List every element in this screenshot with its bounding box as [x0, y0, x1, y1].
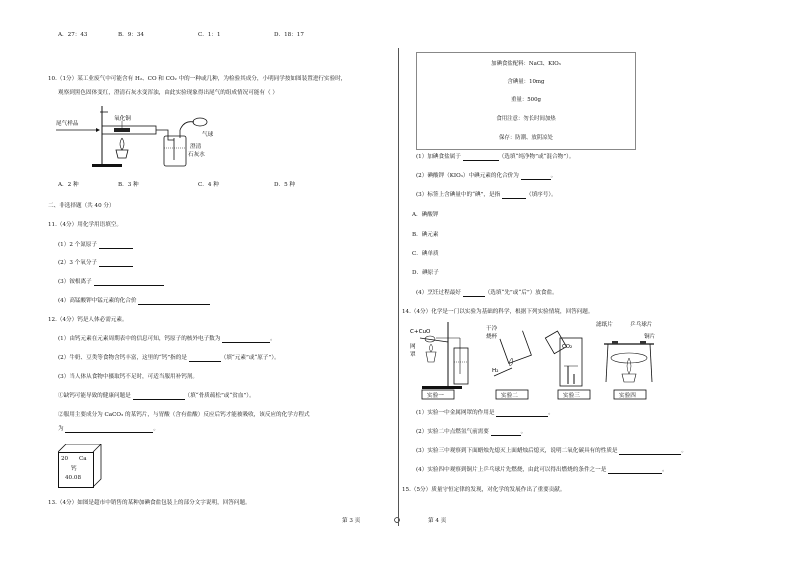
q13-option-b: B．碘元素 [412, 232, 439, 238]
q15-text: 15.（5分）质量守恒定律的发现，对化学的发展作出了重要贡献。 [402, 487, 566, 493]
q14-text: 14.（4分）化学是一门以实验为基础的科学，根据下列实验情境，回答问题。 [402, 309, 594, 315]
q14-sub-4: (4）实验四中观察到铜片上乒乓球片先燃烧，由此可以得出燃烧的条件之一是 。 [416, 467, 668, 473]
page-number-left: 第 3 页 [342, 518, 361, 524]
binding-hole-icon [392, 515, 402, 525]
q9-option-b: B．9：34 [118, 32, 144, 38]
q12-sub-3b-line1: ②服用主要成分为 CaCO₃ 的某钙片，与胃酸（含有盐酸）反应后钙才能被吸收，该反应的化学方程式 [58, 412, 310, 418]
mesh-label-2: 罩 [410, 352, 416, 358]
q11-text: 11.（4分）用化学用语填空。 [48, 222, 122, 228]
filter-paper-label: 滤纸片 [596, 322, 613, 328]
q12-sub-3b-line2: 为 。 [58, 426, 159, 432]
label-weight: 重量：500g [511, 97, 541, 103]
q10-text-line1: 10.（1分）某工业废气中可能含有 H₂、CO 和 CO₂ 中的一种或几种，为检验其成分，小明同学按如图装置进行实验时， [48, 76, 347, 82]
element-tile-3d-edge [58, 444, 104, 488]
h2-label: H₂ [492, 368, 499, 374]
q13-sub-4: (4）烹饪过程最好 （选填“先”或“后”）放食盐。 [416, 290, 558, 296]
q13-sub-3: (3）标签上含碘量中的“碘”，是指 （填序号）。 [416, 192, 557, 198]
q14-sub-2: (2）实验二中点燃氢气前需要 。 [416, 429, 527, 435]
label-use: 食用注意：勿长时间加热 [496, 116, 556, 122]
q12-text: 12.（4分）钙是人体必需元素。 [48, 317, 128, 323]
q13-option-d: D．碘原子 [412, 270, 439, 276]
label-storage: 保存：防潮、放阴凉处 [499, 135, 553, 141]
exp1-label: 实验一 [427, 393, 444, 399]
q9-option-c: C．1：1 [198, 32, 221, 38]
section-2-heading: 二、非选择题（共 40 分） [48, 203, 115, 209]
q10-option-a: A．2 种 [58, 182, 79, 188]
q9-option-d: D．18：17 [274, 32, 304, 38]
c-cuo-label: C+CuO [410, 329, 431, 335]
copper-sheet-label: 铜片 [644, 334, 656, 340]
q11-item-1: (1）2 个氮原子 [58, 242, 133, 249]
balloon-label: 气球 [202, 132, 214, 138]
q11-item-3: (3）铵根离子 [58, 279, 164, 286]
salt-label-box [416, 52, 636, 150]
q13-sub-2: (2）碘酸钾（KIO₃）中碘元素的化合价为 。 [416, 173, 557, 179]
q9-option-a: A．27：43 [58, 32, 88, 38]
q12-sub-3: (3）当人体从食物中摄取钙不足时，可适当服用补钙剂。 [58, 374, 198, 380]
q10-option-c: C．4 种 [198, 182, 219, 188]
q14-sub-3: (3）实验三中观察到下面蜡烛先熄灭上面蜡烛后熄灭，说明二氧化碳具有的性质是 。 [416, 448, 687, 454]
element-number: 20 [61, 456, 69, 462]
gas-sample-label: 尾气样品 [56, 121, 79, 127]
q11-item-2: (2）3 个氧分子 [58, 260, 133, 267]
dry-beaker-label-2: 烧杯 [486, 334, 498, 340]
exp2-label: 实验二 [501, 393, 518, 399]
element-mass: 40.08 [65, 475, 82, 481]
q13-option-c: C．碘单质 [412, 251, 439, 257]
q12-sub-3a: ①缺钙可能导致的健康问题是 （填“骨质疏松”或“贫血”）。 [58, 393, 255, 399]
q10-option-d: D．5 种 [274, 182, 296, 188]
q12-sub-2: (2）牛奶、豆类等食物含钙丰富，这里的“钙”指的是 （填“元素”或“原子”）。 [58, 355, 280, 361]
q12-sub-1: (1）由钙元素在元素周期表中的信息可知，钙原子的核外电子数为 。 [58, 336, 276, 342]
q14-sub-1: (1）实验一中金属网罩的作用是 。 [416, 410, 554, 416]
label-ingredients: 加碘食盐配料：NaCl、KIO₃ [491, 61, 561, 67]
pingpong-label: 乒乓球片 [630, 322, 653, 328]
q10-text-line2: 观察到黑色固体变红，澄清石灰水变浑浊，由此实验现象得出尾气的组成情况可能有（ ） [58, 90, 278, 96]
q10-option-b: B．3 种 [118, 182, 139, 188]
co2-label: CO₂ [562, 344, 573, 350]
element-name: 钙 [71, 466, 77, 472]
exp3-label: 实验三 [563, 393, 580, 399]
mesh-label-1: 网 [410, 344, 416, 350]
q13-text: 13.（4分）如图是超市中销售的某种加碘食盐包装上的部分文字说明，回答问题。 [48, 500, 251, 506]
q11-item-4: (4）高锰酸钾中锰元素的化合价 [58, 298, 210, 305]
copper-oxide-label: 氧化铜 [114, 116, 131, 122]
limewater-label-2: 石灰水 [188, 152, 205, 158]
q13-option-a: A．碘酸钾 [412, 212, 439, 218]
gas-test-apparatus-diagram [52, 100, 232, 170]
page-number-right: 第 4 页 [428, 518, 447, 524]
label-iodine: 含碘量：10mg [507, 79, 545, 85]
limewater-label-1: 澄清 [190, 144, 202, 150]
column-divider [398, 48, 399, 526]
element-symbol: Ca [79, 456, 87, 462]
q13-sub-1: (1）加碘食盐属于 （选填“纯净物”或“混合物”）。 [416, 154, 575, 160]
dry-beaker-label-1: 干冷 [486, 326, 498, 332]
experiments-diagram [408, 318, 678, 400]
exp4-label: 实验四 [619, 393, 636, 399]
